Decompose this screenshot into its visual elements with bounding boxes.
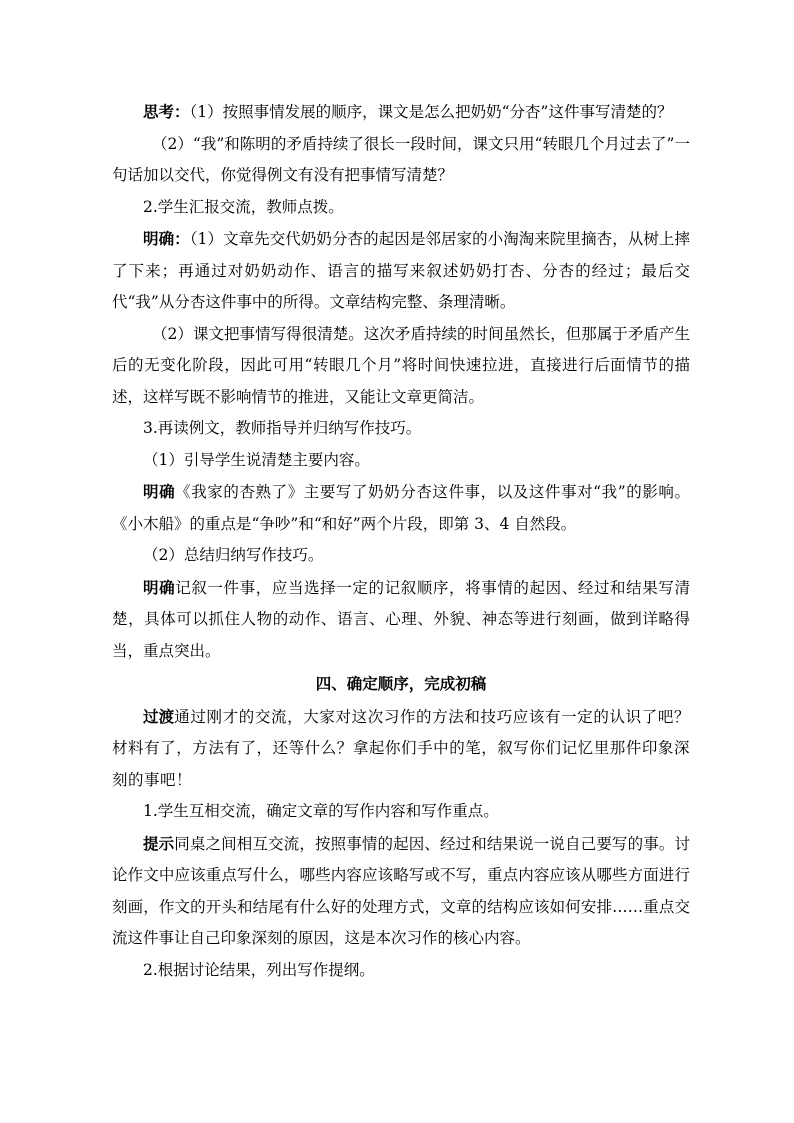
paragraph-clarify-1 xyxy=(112,223,690,319)
text-transition: 通过刚才的交流，大家对这次习作的方法和技巧应该有一定的认识了吧？材料有了，方法有了，还等什么？拿起你们手中的笔，叙写你们记忆里那件印象深刻的事吧！ xyxy=(112,707,690,789)
paragraph-step-4-2: 2.根据讨论结果，列出写作提纲。 xyxy=(143,960,375,979)
label-think: 思考： xyxy=(143,102,190,121)
paragraph-question-2: （2）“我”和陈明的矛盾持续了很长一段时间，课文只用“转眼几个月过去了”一句话加以交代，你觉得例文有没有把事情写清楚？ xyxy=(112,134,690,184)
text-hint: 同桌之间相互交流，按照事情的起因、经过和结果说一说自己要写的事。讨论作文中应该重点写什么，哪些内容应该略写或不写，重点内容应该从哪些方面进行刻画，作文的开头和结尾有什么好的处理方式，文章的结构应该如何安排……重点交流这件事让自己印象深刻的原因，这是本次习作的核心内容。 xyxy=(112,834,690,947)
paragraph-transition xyxy=(112,701,690,797)
paragraph-guide-2: （2）总结归纳写作技巧。 xyxy=(143,546,324,564)
label-clarify-2: 明确 xyxy=(143,482,176,501)
paragraph-clarify-4 xyxy=(112,572,690,668)
paragraph-clarify-2: （2）课文把事情写得很清楚。这次矛盾持续的时间虽然长，但那属于矛盾产生后的无变化阶段，因此可用“转眼几个月”将时间快速拉进，直接进行后面情节的描述，这样写既不影响情节的推进，又能让文章更简洁。 xyxy=(112,324,690,406)
paragraph-step-2: 2.学生汇报交流，教师点拨。 xyxy=(143,197,344,216)
section-heading: 四、确定顺序，完成初稿 xyxy=(315,674,487,693)
paragraph-clarify-3 xyxy=(112,476,690,540)
text-clarify-3: 《我家的杏熟了》主要写了奶奶分杏这件事，以及这件事对“我”的影响。《小木船》的重点是“争吵”和“和好”两个片段，即第 3、4 自然段。 xyxy=(112,483,690,533)
text-think: （1）按照事情发展的顺序，课文是怎么把奶奶“分杏”这件事写清楚的？ xyxy=(189,103,673,121)
text-clarify-4: 记叙一件事，应当选择一定的记叙顺序，将事情的起因、经过和结果写清楚，具体可以抓住人物的动作、语言、心理、外貌、神态等进行刻画，做到详略得当，重点突出。 xyxy=(112,578,690,660)
paragraph-step-4-1: 1.学生互相交流，确定文章的写作内容和写作重点。 xyxy=(143,802,499,820)
paragraph-guide-1: （1）引导学生说清楚主要内容。 xyxy=(143,450,370,469)
label-transition: 过渡 xyxy=(143,706,175,726)
label-clarify: 明确： xyxy=(143,229,190,248)
text-clarify-1: （1）文章先交代奶奶分杏的起因是邻居家的小淘淘来院里摘杏，从树上摔了下来；再通过对奶奶动作、语言的描写来叙述奶奶打杏、分杏的经过；最后交代“我”从分杏这件事中的所得。文章结构完整、条理清晰。 xyxy=(112,230,690,311)
document-page xyxy=(112,96,690,986)
label-clarify-3: 明确 xyxy=(143,577,176,597)
paragraph-step-3: 3.再读例文，教师指导并归纳写作技巧。 xyxy=(143,419,422,437)
paragraph-hint xyxy=(112,828,690,955)
paragraph-think xyxy=(112,96,690,129)
label-hint: 提示 xyxy=(143,833,175,853)
